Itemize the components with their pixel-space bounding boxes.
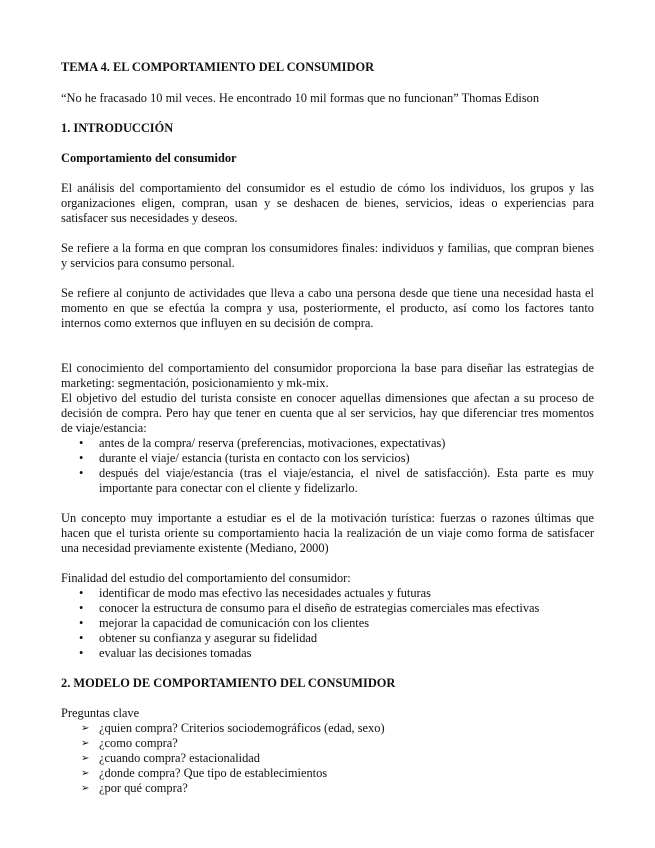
list-item: ➢ ¿como compra? — [81, 736, 178, 750]
list-item: ➢ ¿quien compra? Criterios sociodemográficos (edad, sexo) — [81, 721, 385, 735]
epigraph-quote: “No he fracasado 10 mil veces. He encontrado 10 mil formas que no funcionan” Thomas Edison — [61, 91, 540, 105]
arrow-bullet-icon: ➢ — [81, 753, 90, 764]
list-item: • mejorar la capacidad de comunicación con los clientes — [79, 616, 370, 630]
arrow-bullet-icon: ➢ — [81, 723, 90, 734]
paragraph-objetivo-turista: El objetivo del estudio del turista consiste en conocer aquellas dimensiones que afectan a su proceso de decisión de compra. Pero hay que tener en cuenta que al ser servicios, hay que diferenciar tres momentos de viaje/estancia: — [61, 391, 594, 435]
questions-intro: Preguntas clave — [61, 706, 140, 720]
arrow-bullet-icon: ➢ — [81, 768, 90, 779]
list-item: ➢ ¿cuando compra? estacionalidad — [81, 751, 260, 765]
list-item: • antes de la compra/ reserva (preferencias, motivaciones, expectativas) — [79, 436, 446, 450]
questions-list — [61, 721, 594, 796]
bullet-icon: • — [79, 646, 84, 660]
bullet-icon: • — [79, 616, 84, 630]
bullet-icon: • — [79, 451, 84, 465]
section-heading-modelo: 2. MODELO DE COMPORTAMIENTO DEL CONSUMIDOR — [61, 676, 396, 690]
bullet-icon: • — [79, 436, 84, 450]
subheading-comportamiento: Comportamiento del consumidor — [61, 151, 237, 165]
bullet-icon: • — [79, 631, 84, 645]
moments-list — [61, 436, 594, 496]
paragraph-conocimiento: El conocimiento del comportamiento del consumidor proporciona la base para diseñar las estrategias de marketing: segmentación, posicionamiento y mk-mix. — [61, 361, 594, 390]
paragraph-analisis: El análisis del comportamiento del consumidor es el estudio de cómo los individuos, los grupos y las organizaciones eligen, compran, usan y se deshacen de bienes, servicios, ideas o experiencias para satisfacer sus necesidades y deseos. — [61, 181, 594, 225]
list-item: ➢ ¿por qué compra? — [81, 781, 188, 795]
bullet-icon: • — [79, 601, 84, 615]
list-item: • evaluar las decisiones tomadas — [79, 646, 252, 660]
section-heading-introduccion: 1. INTRODUCCIÓN — [61, 121, 174, 135]
paragraph-conjunto-actividades: Se refiere al conjunto de actividades que lleva a cabo una persona desde que tiene una necesidad hasta el momento en que se efectúa la compra y usa, posteriormente, el producto, así como los factores tanto internos como externos que influyen en su decisión de compra. — [61, 286, 594, 330]
purpose-intro: Finalidad del estudio del comportamiento del consumidor: — [61, 571, 351, 585]
list-item: • obtener su confianza y asegurar su fidelidad — [79, 631, 318, 645]
list-item: • durante el viaje/ estancia (turista en contacto con los servicios) — [79, 451, 410, 465]
paragraph-motivacion: Un concepto muy importante a estudiar es el de la motivación turística: fuerzas o razones últimas que hacen que el turista oriente su comportamiento hacia la realización de un viaje como forma de satisfacer una necesidad previamente existente (Mediano, 2000) — [61, 511, 594, 555]
arrow-bullet-icon: ➢ — [81, 738, 90, 749]
bullet-icon: • — [79, 466, 84, 480]
purpose-list — [61, 586, 594, 661]
list-item: ➢ ¿donde compra? Que tipo de establecimientos — [81, 766, 328, 780]
document-title: TEMA 4. EL COMPORTAMIENTO DEL CONSUMIDOR — [61, 60, 375, 74]
list-item: • conocer la estructura de consumo para el diseño de estrategias comerciales mas efectivas — [79, 601, 540, 615]
bullet-icon: • — [79, 586, 84, 600]
paragraph-consumidores-finales: Se refiere a la forma en que compran los consumidores finales: individuos y familias, que compran bienes y servicios para consumo personal. — [61, 241, 594, 270]
list-item: • después del viaje/estancia (tras el viaje/estancia, el nivel de satisfacción). Esta parte es muy importante para conectar con el cliente y fidelizarlo. — [79, 466, 594, 495]
list-item: • identificar de modo mas efectivo las necesidades actuales y futuras — [79, 586, 432, 600]
arrow-bullet-icon: ➢ — [81, 783, 90, 794]
